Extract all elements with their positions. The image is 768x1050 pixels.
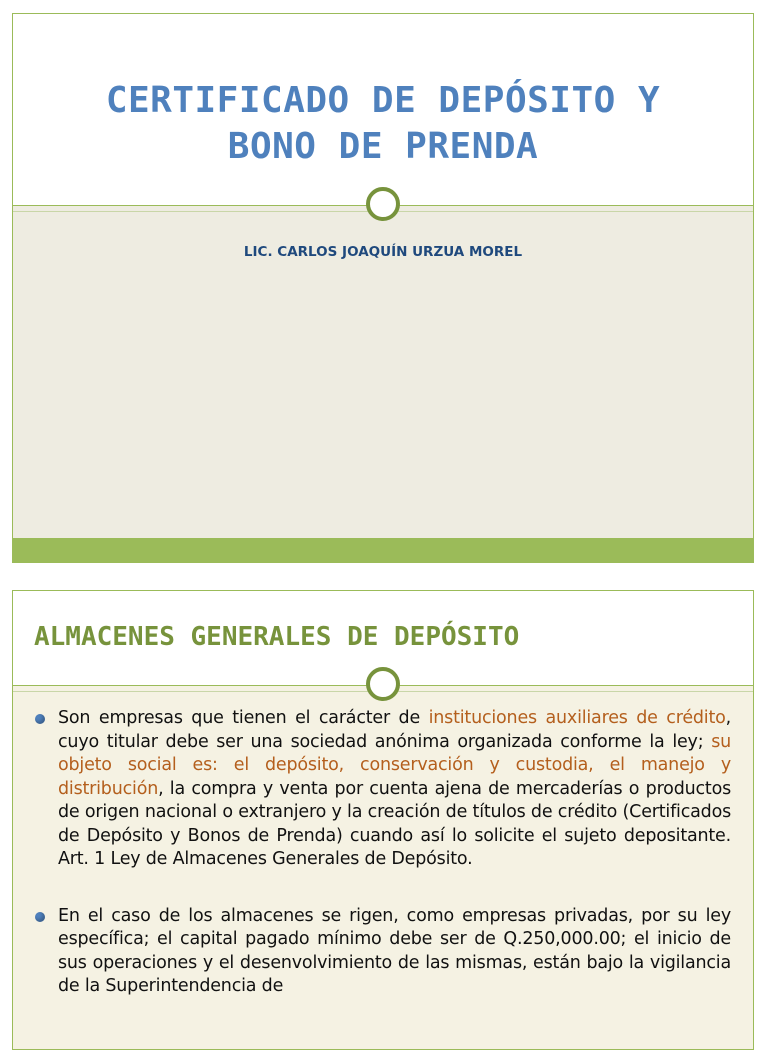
bullet-text-part: , cuyo titular debe ser una sociedad anónima organizada conforme la ley;: [58, 708, 732, 752]
highlighted-term: instituciones auxiliares de crédito: [428, 708, 726, 728]
bullet-item: [33, 707, 731, 872]
main-title-line-1: CERTIFICADO DE DEPÓSITO Y: [105, 80, 661, 121]
content-slide: [12, 590, 754, 1050]
bullet-text: En el caso de los almacenes se rigen, como empresas privadas, por su ley específica; el capital pagado mínimo debe ser de Q.250,000.00; el inicio de sus operaciones y el desenvolvimiento de las mismas, están bajo la vigilancia de la Superintendencia de: [58, 905, 731, 996]
bullet-dot-icon: [35, 912, 45, 922]
bullet-text-part: , la compra y venta por cuenta ajena de mercaderías o productos de origen nacional o extranjero y la creación de títulos de crédito (Certificados de Depósito y Bonos de Prenda) cuando así lo solicite el sujeto depositante. Art. 1 Ley de Almacenes Generales de Depósito.: [58, 778, 731, 869]
section-heading: ALMACENES GENERALES DE DEPÓSITO: [34, 622, 520, 652]
ring-ornament-icon: [366, 667, 400, 701]
ring-ornament-icon: [366, 187, 400, 221]
title-area: [13, 14, 753, 205]
highlighted-term: su objeto social es: el depósito, conservación y custodia, el manejo y distribución: [58, 731, 731, 799]
footer-bar: [13, 538, 753, 563]
bullet-text: [58, 707, 731, 872]
bullet-item: [33, 905, 731, 999]
bullet-dot-icon: [35, 714, 45, 724]
main-title: [13, 78, 753, 170]
title-slide: [12, 13, 754, 563]
main-title-line-2: BONO DE PRENDA: [227, 126, 539, 167]
bullet-text-part: Son empresas que tienen el carácter de: [58, 708, 429, 728]
author-name: LIC. CARLOS JOAQUÍN URZUA MOREL: [243, 244, 523, 260]
bullet-list: [33, 707, 731, 1032]
